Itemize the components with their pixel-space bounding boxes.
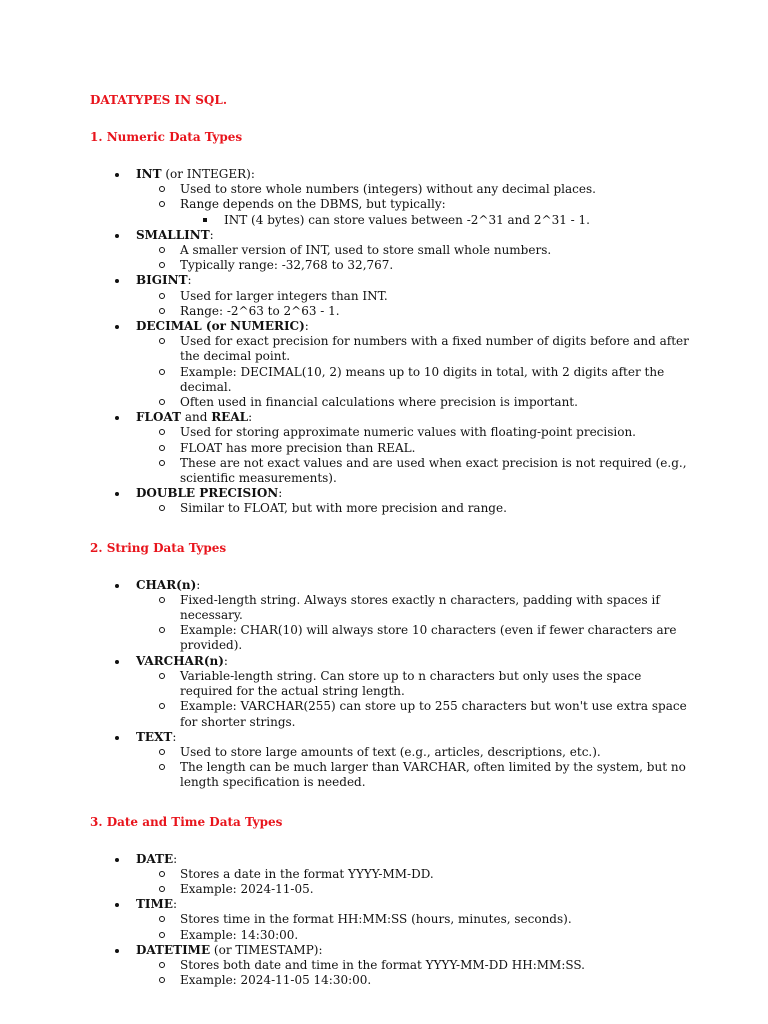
detail-item (136, 958, 690, 973)
type-name-secondary: REAL (211, 410, 249, 425)
type-name: FLOAT (136, 410, 181, 425)
bullet-disc-icon (115, 492, 119, 496)
bullet-circle-icon (159, 505, 165, 511)
detail-text: Example: 2024-11-05 14:30:00. (180, 973, 372, 988)
type-item (90, 273, 690, 319)
detail-text: Used to store large amounts of text (e.g., articles, descriptions, etc.). (180, 744, 601, 759)
detail-item (136, 912, 690, 927)
type-suffix: : (209, 227, 214, 242)
detail-text: The length can be much larger than VARCHAR, often limited by the system, but no length specification is needed. (180, 760, 686, 790)
type-line (136, 578, 690, 593)
type-item (90, 578, 690, 654)
section-heading: 1. Numeric Data Types (90, 130, 243, 144)
type-name: DATE (136, 851, 174, 866)
type-suffix: : (196, 577, 201, 592)
bullet-circle-icon (159, 186, 165, 192)
type-name: SMALLINT (136, 227, 210, 242)
detail-item (136, 182, 690, 197)
type-item (90, 486, 690, 516)
detail-text: Example: 2024-11-05. (180, 881, 314, 896)
bullet-circle-icon (159, 445, 165, 451)
type-suffix: : (172, 897, 178, 912)
detail-item (136, 258, 690, 273)
detail-list (136, 243, 690, 273)
detail-item (136, 456, 690, 486)
detail-item (136, 197, 690, 227)
detail-text: Typically range: -32,768 to 32,767. (180, 258, 394, 273)
type-suffix: (or INTEGER): (161, 167, 255, 181)
detail-item (136, 441, 690, 456)
section-heading: 2. String Data Types (90, 540, 227, 555)
type-item (90, 319, 690, 410)
type-suffix: (or TIMESTAMP): (210, 942, 323, 957)
bullet-disc-icon (115, 173, 119, 177)
bullet-circle-icon (159, 262, 165, 268)
type-suffix: : (304, 319, 309, 334)
detail-item (136, 973, 690, 988)
type-line (136, 943, 690, 958)
detail-list (136, 425, 690, 486)
bullet-circle-icon (159, 886, 165, 892)
type-name: DATETIME (136, 942, 211, 957)
detail-item (136, 304, 690, 319)
detail-text: Fixed-length string. Always stores exactly n characters, padding with spaces if necessary. (180, 592, 660, 623)
bullet-circle-icon (159, 247, 165, 253)
detail-text: Often used in financial calculations where precision is important. (180, 395, 578, 410)
type-line (136, 228, 690, 243)
detail-text: Variable-length string. Can store up to n characters but only uses the space required for the actual string length. (180, 668, 642, 699)
type-line (136, 654, 690, 669)
sub-detail-list (180, 213, 690, 228)
bullet-disc-icon (115, 279, 119, 283)
bullet-circle-icon (159, 201, 165, 207)
section (90, 815, 690, 989)
bullet-circle-icon (159, 597, 165, 603)
detail-item (136, 623, 690, 653)
type-list (90, 578, 690, 791)
type-name: DECIMAL (or NUMERIC) (136, 319, 305, 334)
detail-list (136, 593, 690, 654)
document-content (90, 93, 690, 988)
type-line (136, 852, 690, 867)
bullet-disc-icon (115, 325, 119, 329)
detail-text: Example: VARCHAR(255) can store up to 255 characters but won't use extra space for shorter strings. (180, 699, 687, 729)
detail-item (136, 593, 690, 623)
bullet-disc-icon (115, 660, 119, 664)
bullet-circle-icon (159, 399, 165, 405)
detail-text: Stores a date in the format YYYY-MM-DD. (180, 866, 434, 881)
bullet-disc-icon (115, 858, 119, 862)
type-suffix: : (248, 410, 253, 425)
type-list (90, 167, 690, 517)
type-name: BIGINT (136, 273, 188, 288)
detail-text: Stores time in the format HH:MM:SS (hours, minutes, seconds). (180, 912, 572, 927)
bullet-circle-icon (159, 308, 165, 314)
detail-item (136, 867, 690, 882)
type-item (90, 167, 690, 228)
type-suffix: : (173, 851, 178, 866)
detail-text: Similar to FLOAT, but with more precision and range. (180, 501, 507, 516)
sub-detail-text: INT (4 bytes) can store values between -2^31 and 2^31 - 1. (224, 212, 590, 227)
type-suffix: : (278, 486, 283, 501)
type-line (136, 730, 690, 745)
bullet-circle-icon (159, 673, 165, 679)
detail-list (136, 745, 690, 791)
type-name: DOUBLE PRECISION (136, 486, 279, 501)
type-item (90, 852, 690, 898)
bullet-circle-icon (159, 293, 165, 299)
sections-container (90, 130, 690, 988)
detail-text: Used for larger integers than INT. (180, 288, 388, 303)
detail-item (136, 365, 690, 395)
detail-item (136, 882, 690, 897)
detail-item (136, 669, 690, 699)
detail-text: Range depends on the DBMS, but typically: (180, 197, 446, 212)
bullet-disc-icon (115, 584, 119, 588)
bullet-circle-icon (159, 932, 165, 938)
type-item (90, 730, 690, 791)
detail-item (136, 745, 690, 760)
bullet-circle-icon (159, 703, 165, 709)
detail-text: Example: CHAR(10) will always store 10 characters (even if fewer characters are provided). (180, 623, 677, 653)
type-name: CHAR(n) (136, 577, 197, 592)
type-item (90, 654, 690, 730)
detail-list (136, 182, 690, 228)
detail-text: Stores both date and time in the format YYYY-MM-DD HH:MM:SS. (180, 957, 585, 972)
type-line (136, 410, 690, 425)
type-suffix: : (172, 729, 177, 744)
detail-text: These are not exact values and are used when exact precision is not required (e.g., scientific measurements). (180, 455, 687, 486)
bullet-circle-icon (159, 871, 165, 877)
detail-item (136, 760, 690, 790)
section-heading: 3. Date and Time Data Types (90, 814, 283, 829)
document-title: DATATYPES IN SQL. (90, 93, 227, 107)
type-line (136, 319, 690, 334)
detail-text: Range: -2^63 to 2^63 - 1. (180, 303, 340, 318)
detail-text: Used for exact precision for numbers with a fixed number of digits before and after the decimal point. (180, 334, 689, 364)
section (90, 130, 690, 517)
detail-item (136, 243, 690, 258)
type-name: VARCHAR(n) (136, 653, 224, 668)
detail-item (136, 334, 690, 364)
detail-text: Used for storing approximate numeric values with floating-point precision. (180, 425, 636, 440)
detail-item (136, 501, 690, 516)
detail-item (136, 699, 690, 729)
bullet-circle-icon (159, 764, 165, 770)
bullet-circle-icon (159, 977, 165, 983)
type-item (90, 897, 690, 943)
bullet-disc-icon (115, 736, 119, 740)
detail-list (136, 958, 690, 988)
bullet-disc-icon (115, 416, 119, 420)
type-list (90, 852, 690, 989)
bullet-circle-icon (159, 369, 165, 375)
bullet-circle-icon (159, 460, 165, 466)
type-name: TEXT (136, 729, 173, 744)
bullet-disc-icon (115, 903, 119, 907)
type-line (136, 273, 690, 288)
type-item (90, 410, 690, 486)
bullet-circle-icon (159, 338, 165, 344)
bullet-circle-icon (159, 962, 165, 968)
detail-text: Example: 14:30:00. (180, 927, 299, 942)
bullet-square-icon (203, 218, 207, 222)
section (90, 541, 690, 791)
detail-item (136, 289, 690, 304)
detail-list (136, 289, 690, 319)
detail-text: Used to store whole numbers (integers) without any decimal places. (180, 182, 596, 197)
type-suffix: : (187, 273, 192, 288)
type-line (136, 167, 690, 182)
detail-list (136, 912, 690, 942)
bullet-circle-icon (159, 429, 165, 435)
type-item (90, 943, 690, 989)
detail-text: A smaller version of INT, used to store small whole numbers. (180, 243, 552, 258)
type-name: TIME (136, 897, 173, 912)
sub-detail-item (180, 213, 690, 228)
detail-text: FLOAT has more precision than REAL. (180, 440, 416, 455)
bullet-disc-icon (115, 949, 119, 953)
type-suffix: : (223, 653, 228, 668)
bullet-disc-icon (115, 234, 119, 238)
bullet-circle-icon (159, 749, 165, 755)
detail-item (136, 928, 690, 943)
detail-list (136, 669, 690, 730)
detail-list (136, 867, 690, 897)
detail-item (136, 425, 690, 440)
detail-item (136, 395, 690, 410)
type-name: INT (136, 167, 162, 181)
bullet-circle-icon (159, 916, 165, 922)
detail-list (136, 334, 690, 410)
bullet-circle-icon (159, 627, 165, 633)
detail-text: Example: DECIMAL(10, 2) means up to 10 digits in total, with 2 digits after the decimal. (180, 364, 665, 394)
type-line (136, 486, 690, 501)
detail-list (136, 501, 690, 516)
type-item (90, 228, 690, 274)
type-line (136, 897, 690, 912)
type-joiner: and (181, 410, 212, 425)
